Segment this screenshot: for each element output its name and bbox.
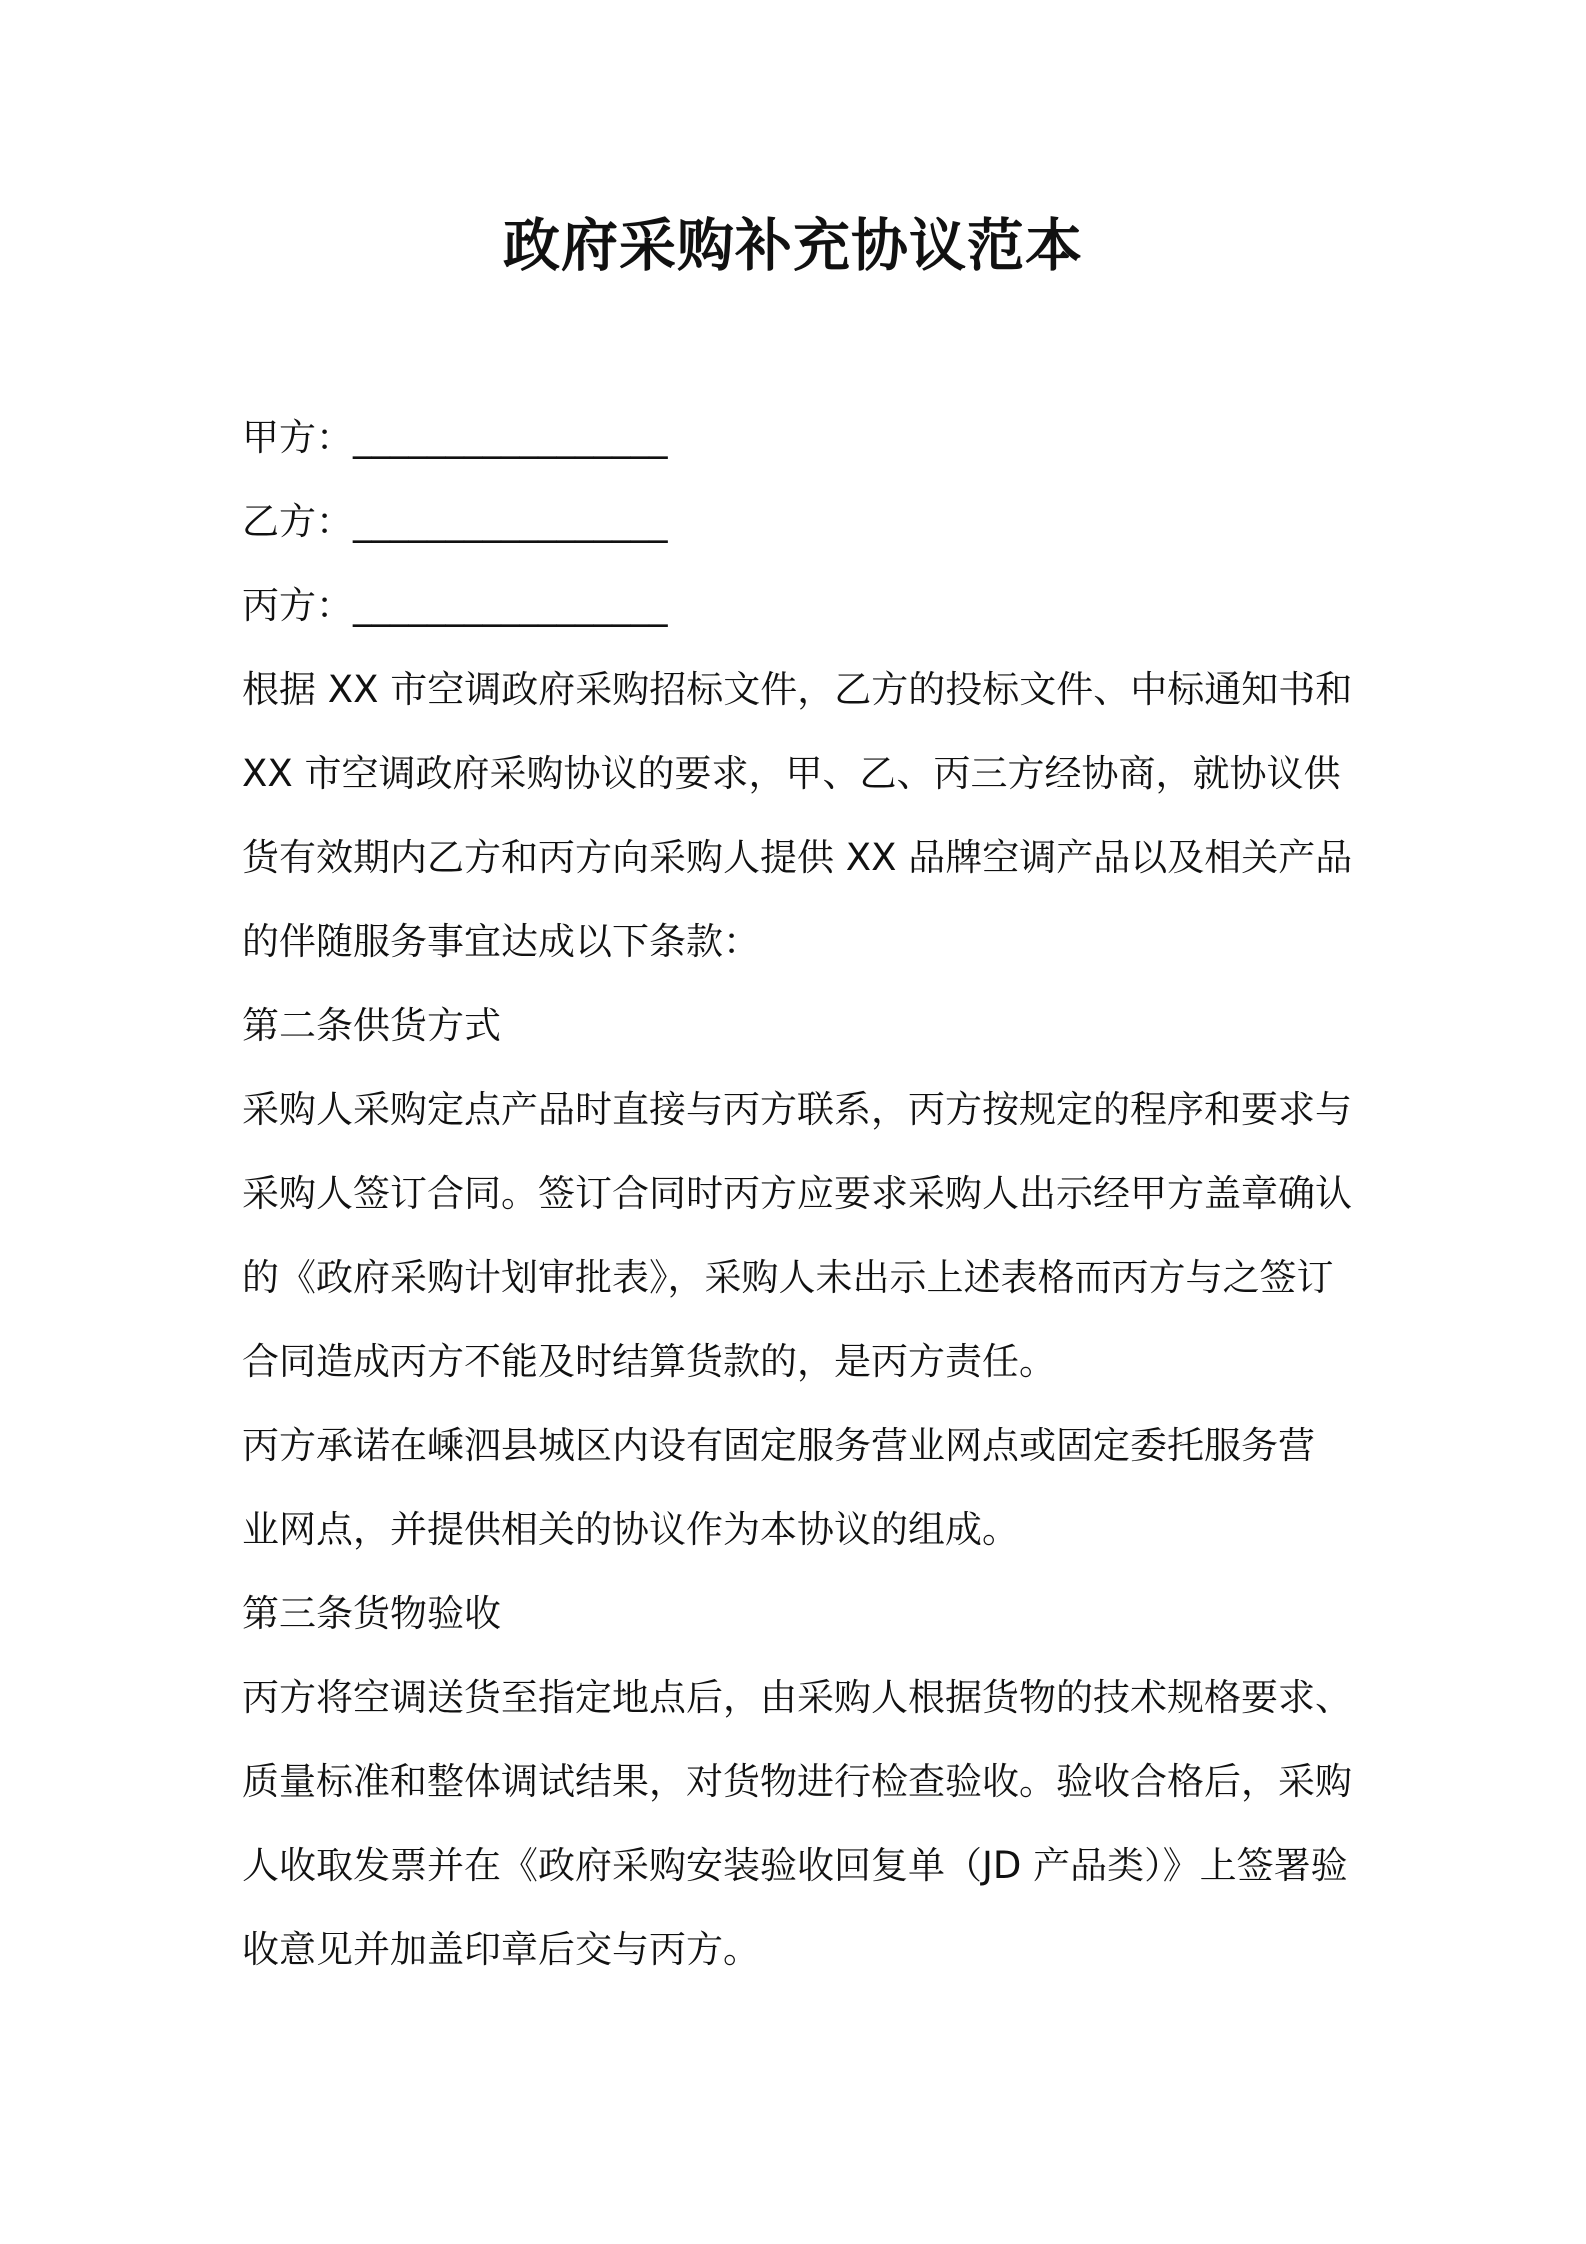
text-line: 的伴随服务事宜达成以下条款： xyxy=(242,920,760,963)
text-line: 合同造成丙方不能及时结算货款的，是丙方责任。 xyxy=(242,1340,1056,1383)
text-line: 采购人采购定点产品时直接与丙方联系，丙方按规定的程序和要求与 xyxy=(242,1088,1352,1131)
text-line: 根据 XX 市空调政府采购招标文件，乙方的投标文件、中标通知书和 xyxy=(242,668,1353,711)
text-line: 业网点，并提供相关的协议作为本协议的组成。 xyxy=(242,1508,1019,1551)
party-c-line: 丙方：_________________ xyxy=(242,584,668,627)
text-line: 质量标准和整体调试结果，对货物进行检查验收。验收合格后，采购 xyxy=(242,1760,1352,1803)
text-line: XX 市空调政府采购协议的要求，甲、乙、丙三方经协商，就协议供 xyxy=(242,752,1341,795)
text-line: 货有效期内乙方和丙方向采购人提供 XX 品牌空调产品以及相关产品 xyxy=(242,836,1353,879)
party-a-line: 甲方：_________________ xyxy=(242,416,668,459)
document-body xyxy=(242,396,1358,1992)
text-line: 采购人签订合同。签订合同时丙方应要求采购人出示经甲方盖章确认 xyxy=(242,1172,1352,1215)
section-2-heading: 第二条供货方式 xyxy=(242,1004,501,1047)
text-line: 的《政府采购计划审批表》，采购人未出示上述表格而丙方与之签订 xyxy=(242,1256,1334,1299)
section-3-heading: 第三条货物验收 xyxy=(242,1592,501,1635)
section-3-paragraph-1 xyxy=(242,1656,1358,1992)
document-title: 政府采购补充协议范本 xyxy=(503,213,1083,279)
text-line: 丙方将空调送货至指定地点后，由采购人根据货物的技术规格要求、 xyxy=(242,1676,1352,1719)
text-line: 收意见并加盖印章后交与丙方。 xyxy=(242,1928,760,1971)
intro-paragraph xyxy=(242,648,1358,984)
section-2-paragraph-2 xyxy=(242,1404,1358,1572)
section-2-paragraph-1 xyxy=(242,1068,1358,1404)
party-b-line: 乙方：_________________ xyxy=(242,500,668,543)
text-line: 人收取发票并在《政府采购安装验收回复单（JD 产品类）》上签署验 xyxy=(242,1844,1348,1887)
text-line: 丙方承诺在嵊泗县城区内设有固定服务营业网点或固定委托服务营 xyxy=(242,1424,1315,1467)
